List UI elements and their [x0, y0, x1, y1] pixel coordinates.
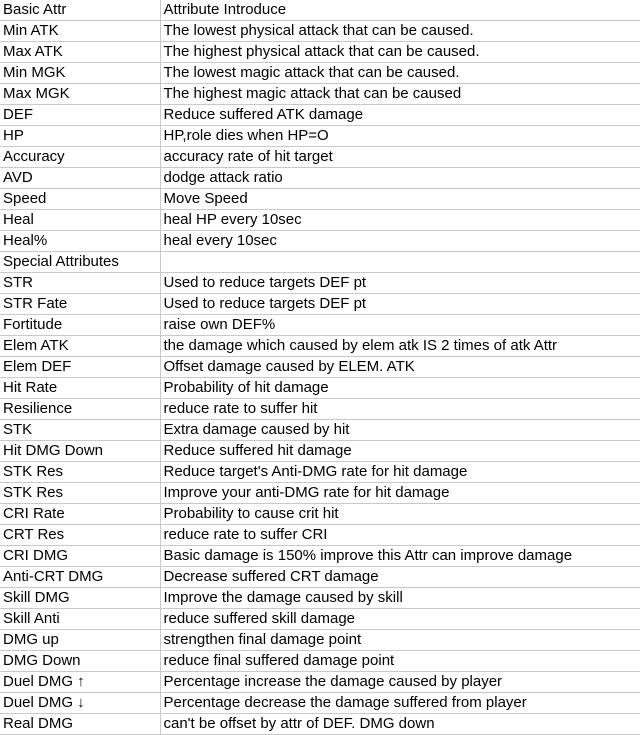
attribute-description-cell[interactable]: Probability to cause crit hit — [160, 504, 640, 525]
attribute-description-cell[interactable]: heal HP every 10sec — [160, 210, 640, 231]
attribute-name-cell[interactable]: STR Fate — [0, 294, 160, 315]
table-row — [0, 42, 640, 63]
table-row — [0, 252, 640, 273]
attribute-name-cell[interactable]: Elem DEF — [0, 357, 160, 378]
attribute-name-cell[interactable]: Speed — [0, 189, 160, 210]
table-row — [0, 315, 640, 336]
table-row — [0, 672, 640, 693]
attribute-name-cell[interactable]: STR — [0, 273, 160, 294]
attribute-name-cell[interactable]: AVD — [0, 168, 160, 189]
attribute-name-cell[interactable]: Heal — [0, 210, 160, 231]
table-row — [0, 84, 640, 105]
attribute-description-cell[interactable]: Attribute Introduce — [160, 0, 640, 21]
attribute-name-cell[interactable]: DEF — [0, 105, 160, 126]
attribute-name-cell[interactable]: Duel DMG ↑ — [0, 672, 160, 693]
attribute-description-cell[interactable]: The lowest magic attack that can be caused. — [160, 63, 640, 84]
attribute-description-cell[interactable]: HP,role dies when HP=O — [160, 126, 640, 147]
table-row — [0, 441, 640, 462]
attribute-description-cell[interactable]: Basic damage is 150% improve this Attr can improve damage — [160, 546, 640, 567]
table-row — [0, 294, 640, 315]
table-row — [0, 273, 640, 294]
attribute-description-cell[interactable]: Percentage increase the damage caused by player — [160, 672, 640, 693]
table-row — [0, 21, 640, 42]
table-row — [0, 105, 640, 126]
attribute-name-cell[interactable]: STK — [0, 420, 160, 441]
attribute-description-cell[interactable]: heal every 10sec — [160, 231, 640, 252]
attribute-description-cell[interactable]: raise own DEF% — [160, 315, 640, 336]
attribute-description-cell[interactable]: Used to reduce targets DEF pt — [160, 273, 640, 294]
attribute-description-cell[interactable]: reduce final suffered damage point — [160, 651, 640, 672]
attribute-description-cell[interactable]: reduce rate to suffer hit — [160, 399, 640, 420]
table-row — [0, 420, 640, 441]
table-row — [0, 504, 640, 525]
table-row — [0, 357, 640, 378]
attribute-name-cell[interactable]: Resilience — [0, 399, 160, 420]
attribute-name-cell[interactable]: Real DMG — [0, 714, 160, 735]
table-row — [0, 693, 640, 714]
attribute-description-cell[interactable]: Reduce suffered hit damage — [160, 441, 640, 462]
attribute-description-cell[interactable]: Extra damage caused by hit — [160, 420, 640, 441]
attribute-name-cell[interactable]: Skill Anti — [0, 609, 160, 630]
table-row — [0, 336, 640, 357]
attribute-description-cell[interactable]: strengthen final damage point — [160, 630, 640, 651]
attribute-name-cell[interactable]: HP — [0, 126, 160, 147]
attribute-name-cell[interactable]: DMG up — [0, 630, 160, 651]
table-row — [0, 588, 640, 609]
table-row — [0, 168, 640, 189]
table-row — [0, 630, 640, 651]
table-row — [0, 0, 640, 21]
table-row — [0, 525, 640, 546]
attribute-description-cell[interactable]: Percentage decrease the damage suffered from player — [160, 693, 640, 714]
table-row — [0, 189, 640, 210]
table-row — [0, 567, 640, 588]
attribute-description-cell[interactable] — [160, 252, 640, 273]
attribute-name-cell[interactable]: Heal% — [0, 231, 160, 252]
attribute-description-cell[interactable]: Reduce target's Anti-DMG rate for hit damage — [160, 462, 640, 483]
attribute-name-cell[interactable]: Elem ATK — [0, 336, 160, 357]
attribute-name-cell[interactable]: Duel DMG ↓ — [0, 693, 160, 714]
attribute-description-cell[interactable]: accuracy rate of hit target — [160, 147, 640, 168]
attribute-name-cell[interactable]: Max MGK — [0, 84, 160, 105]
table-row — [0, 147, 640, 168]
table-row — [0, 546, 640, 567]
attribute-name-cell[interactable]: CRI DMG — [0, 546, 160, 567]
attribute-name-cell[interactable]: Min MGK — [0, 63, 160, 84]
attribute-description-cell[interactable]: Improve your anti-DMG rate for hit damage — [160, 483, 640, 504]
attribute-name-cell[interactable]: Hit Rate — [0, 378, 160, 399]
table-row — [0, 210, 640, 231]
attribute-description-cell[interactable]: Improve the damage caused by skill — [160, 588, 640, 609]
attribute-description-cell[interactable]: The highest magic attack that can be caused — [160, 84, 640, 105]
attribute-name-cell[interactable]: Fortitude — [0, 315, 160, 336]
table-row — [0, 609, 640, 630]
attribute-description-cell[interactable]: the damage which caused by elem atk IS 2 times of atk Attr — [160, 336, 640, 357]
attribute-name-cell[interactable]: Min ATK — [0, 21, 160, 42]
table-row — [0, 462, 640, 483]
table-row — [0, 483, 640, 504]
table-row — [0, 63, 640, 84]
attribute-name-cell[interactable]: STK Res — [0, 462, 160, 483]
attribute-name-cell[interactable]: DMG Down — [0, 651, 160, 672]
attribute-description-cell[interactable]: Decrease suffered CRT damage — [160, 567, 640, 588]
attribute-name-cell[interactable]: STK Res — [0, 483, 160, 504]
table-row — [0, 126, 640, 147]
attribute-description-cell[interactable]: Move Speed — [160, 189, 640, 210]
attribute-description-cell[interactable]: Offset damage caused by ELEM. ATK — [160, 357, 640, 378]
attribute-description-cell[interactable]: reduce suffered skill damage — [160, 609, 640, 630]
attribute-description-cell[interactable]: can't be offset by attr of DEF. DMG down — [160, 714, 640, 735]
attribute-description-cell[interactable]: dodge attack ratio — [160, 168, 640, 189]
attribute-name-cell[interactable]: Max ATK — [0, 42, 160, 63]
table-row — [0, 378, 640, 399]
attribute-name-cell[interactable]: CRT Res — [0, 525, 160, 546]
attribute-description-cell[interactable]: The highest physical attack that can be caused. — [160, 42, 640, 63]
attribute-name-cell[interactable]: Accuracy — [0, 147, 160, 168]
attribute-description-cell[interactable]: Probability of hit damage — [160, 378, 640, 399]
attribute-name-cell[interactable]: CRI Rate — [0, 504, 160, 525]
attribute-name-cell[interactable]: Basic Attr — [0, 0, 160, 21]
table-row — [0, 399, 640, 420]
table-row — [0, 651, 640, 672]
attribute-name-cell[interactable]: Anti-CRT DMG — [0, 567, 160, 588]
table-row — [0, 714, 640, 735]
attribute-description-cell[interactable]: Used to reduce targets DEF pt — [160, 294, 640, 315]
attribute-description-cell[interactable]: Reduce suffered ATK damage — [160, 105, 640, 126]
table-row — [0, 231, 640, 252]
attribute-name-cell[interactable]: Hit DMG Down — [0, 441, 160, 462]
attribute-description-cell[interactable]: reduce rate to suffer CRI — [160, 525, 640, 546]
attribute-name-cell[interactable]: Skill DMG — [0, 588, 160, 609]
attribute-description-cell[interactable]: The lowest physical attack that can be caused. — [160, 21, 640, 42]
attribute-name-cell[interactable]: Special Attributes — [0, 252, 160, 273]
